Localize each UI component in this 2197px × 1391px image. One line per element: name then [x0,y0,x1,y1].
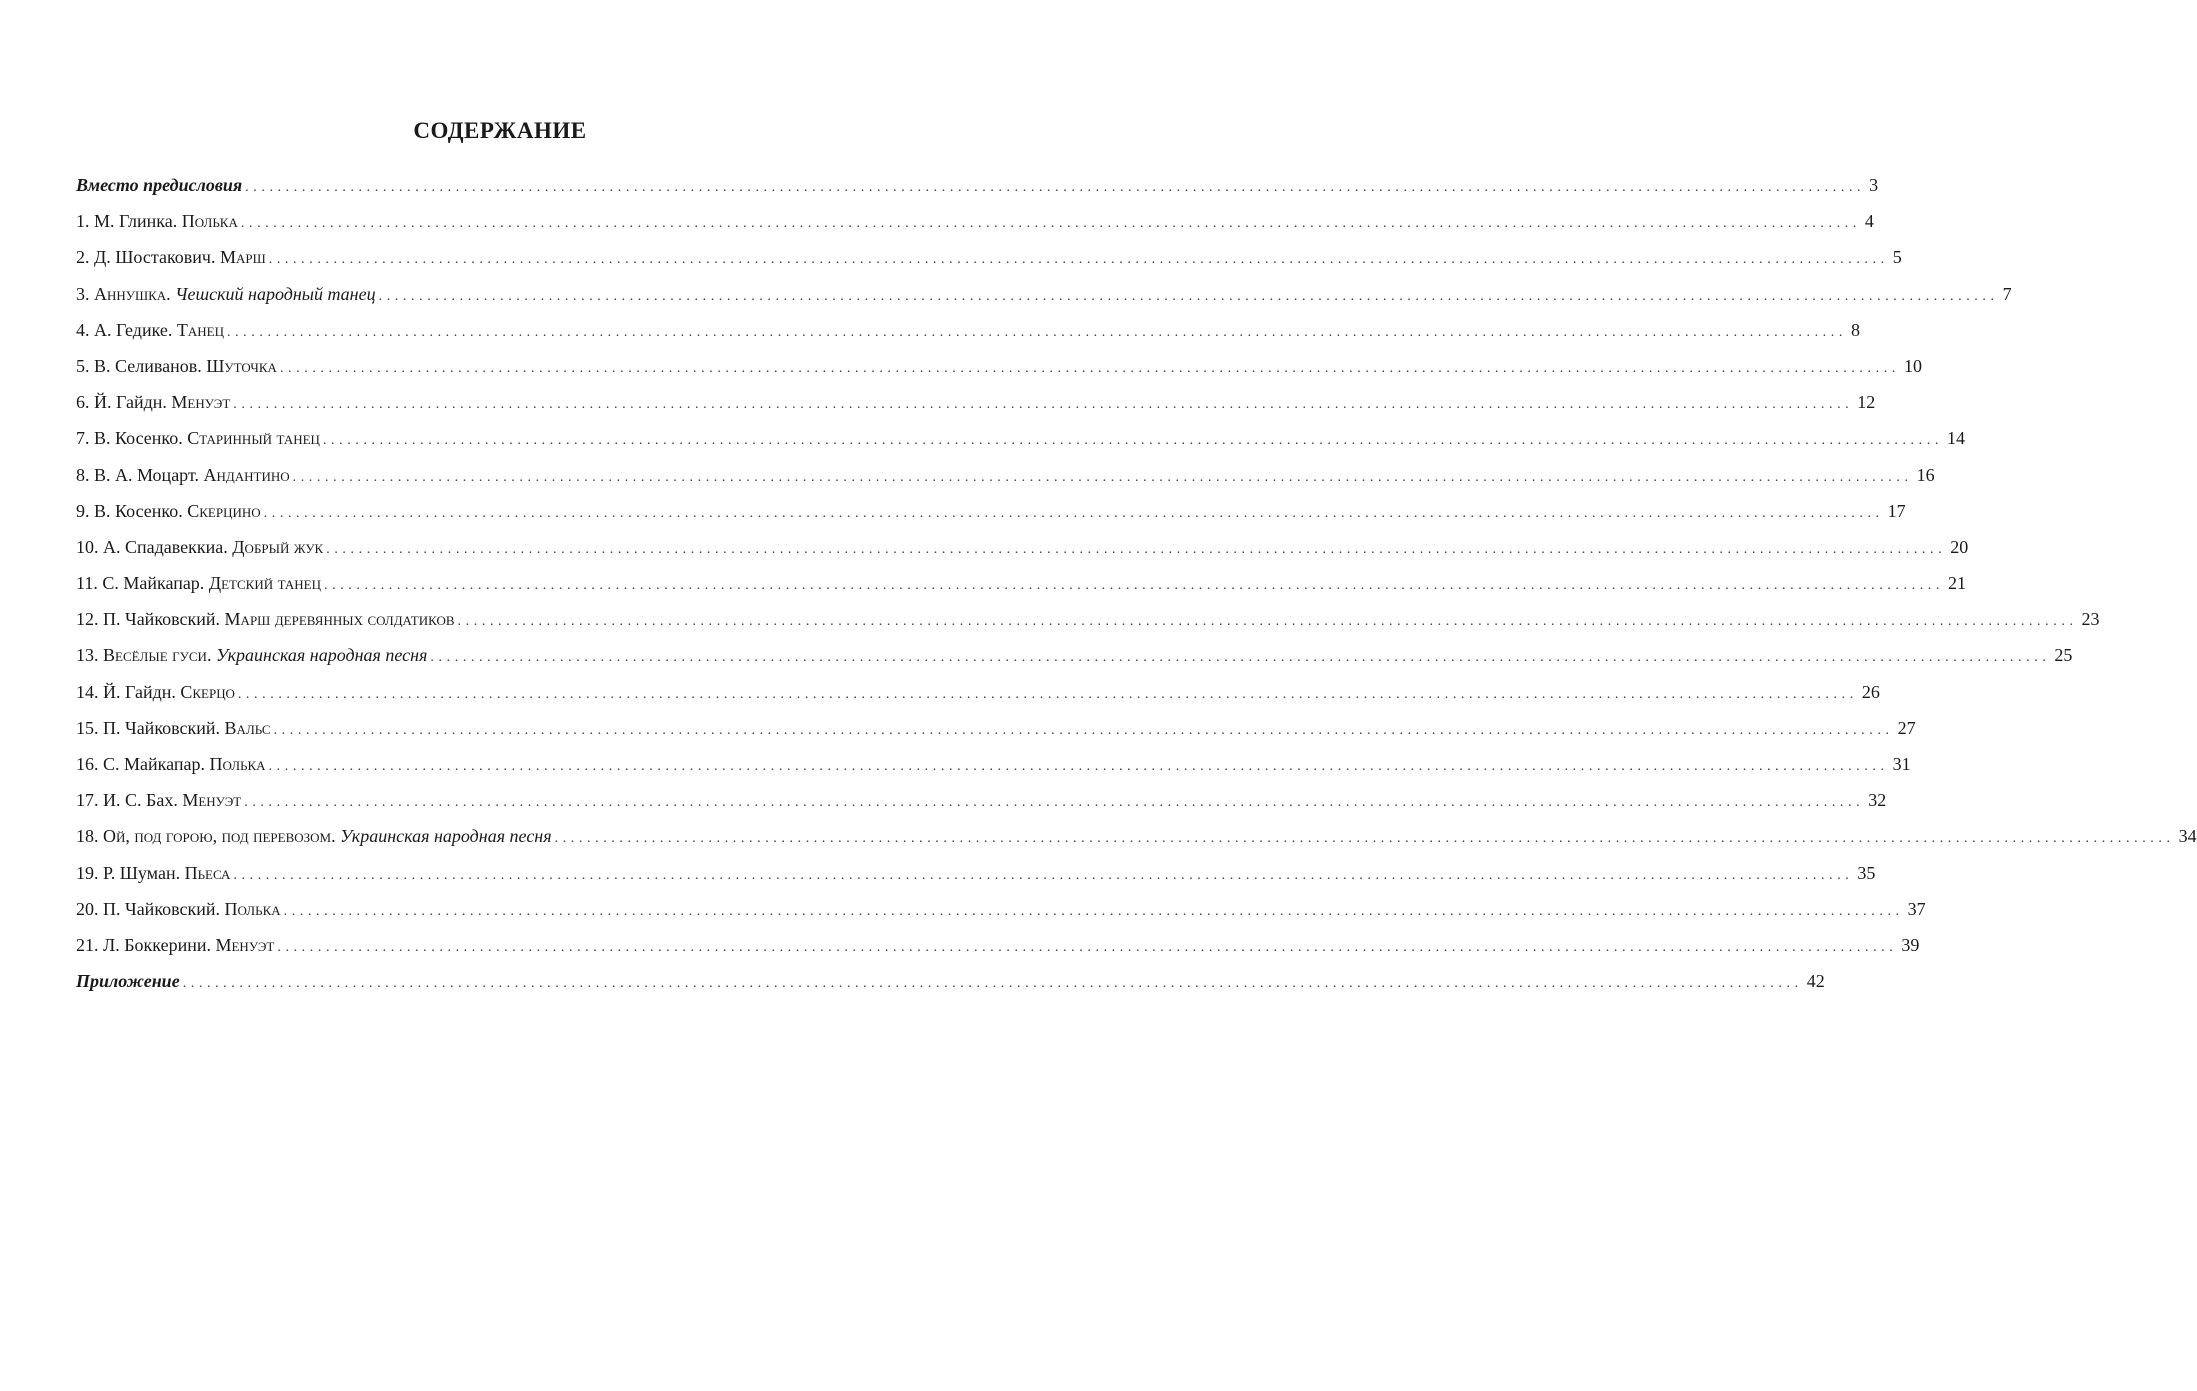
dot-leader: ........................................................................................................................................................................................................ [277,939,1898,955]
toc-entry [76,894,1926,930]
dot-leader: ........................................................................................................................................................................................................ [279,360,1900,376]
toc-entry [76,315,1860,351]
toc-entry-title [76,568,321,598]
toc-entry-title-part: Весёлые гуси [103,645,207,666]
toc-entry [76,496,1906,532]
dot-leader: ........................................................................................................................................................................................................ [244,795,1865,811]
toc-entry-title [76,279,376,309]
toc-entry-title [76,894,281,924]
toc-entry-page-number: 32 [1868,790,1887,811]
toc-entry-title-part: Полька [181,211,238,232]
toc-entry [76,460,1935,496]
toc-entry-title-part: 10. А. Спадавеккиа. [76,536,233,557]
dot-leader: ........................................................................................................................................................................................................ [273,722,1894,738]
toc-entry [76,242,1902,278]
toc-entry-title-part: Шуточка [206,355,277,376]
toc-entry-title-part: . [331,826,341,847]
toc-entry [76,279,2012,315]
dot-leader: ........................................................................................................................................................................................................ [263,505,1884,521]
toc-entry [76,387,1876,423]
toc-entry [76,351,1922,387]
dot-leader: ........................................................................................................................................................................................................ [268,759,1889,774]
toc-entry-title-part: Марш [219,247,266,268]
toc-entry-page-number: 23 [2081,609,2100,630]
toc-entry-title-part: 3. [76,283,94,304]
toc-entry [76,170,1879,206]
toc-entry-page-number: 37 [1907,898,1926,919]
toc-entry-title [76,640,427,670]
toc-entry-title-part: 11. С. Майкапар. [76,573,209,594]
toc-entry-page-number: 20 [1950,536,1969,557]
dot-leader: ........................................................................................................................................................................................................ [245,180,1866,195]
dot-leader: ........................................................................................................................................................................................................ [378,288,1999,304]
toc-entry-page-number: 42 [1806,971,1825,992]
toc-entry-page-number: 7 [2002,283,2012,304]
toc-entry-title-part: Старинный танец [187,428,320,449]
toc-entry-title-part: 4. А. Гедике. [76,319,177,340]
toc-entry-title-part: Менуэт [215,934,275,955]
toc-entry-page-number: 3 [1869,175,1879,195]
toc-entry [76,858,1876,894]
toc-entry-page-number: 14 [1946,428,1965,449]
toc-entry [76,821,2197,857]
toc-entry [76,640,2073,676]
toc-entry-page-number: 39 [1901,934,1920,955]
toc-entry-title [76,966,180,996]
dot-leader: ........................................................................................................................................................................................................ [226,324,1847,340]
toc-entry-title [76,351,277,381]
toc-entry-title [76,749,266,779]
toc-entry-page-number: 31 [1892,754,1911,774]
toc-entry-title [76,930,274,960]
toc-entry [76,966,1825,1002]
table-of-contents [76,170,2197,1002]
toc-entry [76,677,1880,713]
toc-entry-page-number: 17 [1887,500,1906,521]
dot-leader: ........................................................................................................................................................................................................ [237,686,1858,702]
toc-entry-title-part: Танец [176,319,224,340]
toc-entry-title-part: 15. П. Чайковский. [76,717,225,738]
dot-leader: ........................................................................................................................................................................................................ [283,903,1904,919]
toc-entry-title-part: 6. Й. Гайдн. [76,392,172,413]
toc-entry-title [76,821,552,851]
toc-entry-title-part: 16. С. Майкапар. [76,754,210,774]
toc-entry [76,206,1874,242]
dot-leader: ........................................................................................................................................................................................................ [326,541,1947,557]
toc-entry-title-part: 18. [76,826,103,847]
toc-entry-title-part: Андантино [203,464,290,485]
toc-entry-title [76,387,230,417]
toc-entry-title-part: 5. В. Селиванов. [76,355,207,376]
toc-entry-page-number: 10 [1903,355,1922,376]
toc-entry-title-part: Вальс [224,717,271,738]
toc-entry-title-part: 14. Й. Гайдн. [76,681,181,702]
toc-entry-title-part: Вместо предисловия [76,175,243,195]
toc-entry-title [76,858,230,888]
toc-entry-title-part: Чешский народный танец [175,283,376,304]
toc-entry-title [76,460,290,490]
dot-leader: ........................................................................................................................................................................................................ [457,614,2078,630]
toc-entry-title-part: Аннушка [94,283,167,304]
dot-leader: ........................................................................................................................................................................................................ [233,397,1854,413]
toc-entry-title [76,315,224,345]
dot-leader: ........................................................................................................................................................................................................ [182,976,1803,992]
toc-entry-page-number: 34 [2178,826,2197,847]
toc-entry-title-part: 1. М. Глинка. [76,211,182,232]
toc-entry [76,604,2100,640]
toc-entry-title [76,206,238,236]
toc-entry-title-part: 17. И. С. Бах. [76,790,183,811]
toc-entry-title-part: 2. Д. Шостакович. [76,247,220,268]
toc-entry-title-part: 19. Р. Шуман. [76,862,185,883]
toc-entry-title [76,242,266,272]
toc-entry-title-part: 7. В. Косенко. [76,428,188,449]
toc-entry-title [76,496,261,526]
dot-leader: ........................................................................................................................................................................................................ [430,650,2051,666]
dot-leader: ........................................................................................................................................................................................................ [233,867,1854,883]
toc-entry-title [76,604,455,634]
toc-entry-title-part: Скерцино [187,500,261,521]
toc-entry-page-number: 5 [1892,247,1902,268]
toc-entry-title [76,532,323,562]
toc-entry [76,568,1966,604]
toc-entry-page-number: 21 [1948,573,1966,594]
toc-entry-title-part: Скерцо [180,681,235,702]
toc-entry-title [76,170,242,200]
toc-entry-page-number: 4 [1864,211,1874,232]
toc-entry-title-part: Ой, под горою, под перевозом [103,826,332,847]
toc-entry-title-part: Украинская народная песня [215,645,428,666]
dot-leader: ........................................................................................................................................................................................................ [240,216,1861,232]
toc-entry-title [76,677,235,707]
toc-entry-page-number: 12 [1857,392,1876,413]
dot-leader: ........................................................................................................................................................................................................ [324,578,1944,594]
toc-entry-title-part: 13. [76,645,103,666]
toc-entry-title-part: 8. В. А. Моцарт. [76,464,204,485]
toc-entry [76,930,1920,966]
toc-entry-page-number: 16 [1916,464,1935,485]
toc-entry-title [76,713,271,743]
toc-entry-title-part: Менуэт [182,790,242,811]
toc-entry-title [76,423,320,453]
toc-entry-page-number: 35 [1857,862,1876,883]
toc-entry-page-number: 25 [2054,645,2073,666]
dot-leader: ........................................................................................................................................................................................................ [554,831,2175,847]
toc-entry-title-part: Приложение [76,971,180,992]
toc-entry-title-part: . [166,283,176,304]
toc-entry [76,713,1916,749]
toc-entry-title-part: Пьеса [184,862,231,883]
toc-entry-page-number: 27 [1897,717,1916,738]
dot-leader: ........................................................................................................................................................................................................ [322,433,1943,449]
toc-entry-title [76,785,241,815]
toc-entry-title-part: Полька [209,754,266,774]
toc-entry-title-part: Марш деревянных солдатиков [224,609,455,630]
toc-entry-title-part: Детский танец [208,573,321,594]
toc-entry-title-part: . [206,645,216,666]
dot-leader: ........................................................................................................................................................................................................ [292,469,1913,485]
toc-entry-title-part: 12. П. Чайковский. [76,609,225,630]
toc-entry [76,532,1969,568]
toc-entry-title-part: Полька [224,898,281,919]
toc-entry-title-part: 9. В. Косенко. [76,500,188,521]
toc-entry-title-part: 20. П. Чайковский. [76,898,225,919]
toc-entry-title-part: Добрый жук [232,536,324,557]
toc-entry-title-part: 21. Л. Боккерини. [76,934,216,955]
toc-entry-title-part: Менуэт [171,392,231,413]
toc-entry-title-part: Украинская народная песня [340,826,552,847]
dot-leader: ........................................................................................................................................................................................................ [268,252,1889,268]
toc-entry-page-number: 26 [1861,681,1880,702]
toc-entry [76,423,1965,459]
toc-entry [76,785,1887,821]
toc-entry-page-number: 8 [1850,319,1860,340]
toc-entry [76,749,1911,785]
page-title: СОДЕРЖАНИЕ [413,118,587,143]
